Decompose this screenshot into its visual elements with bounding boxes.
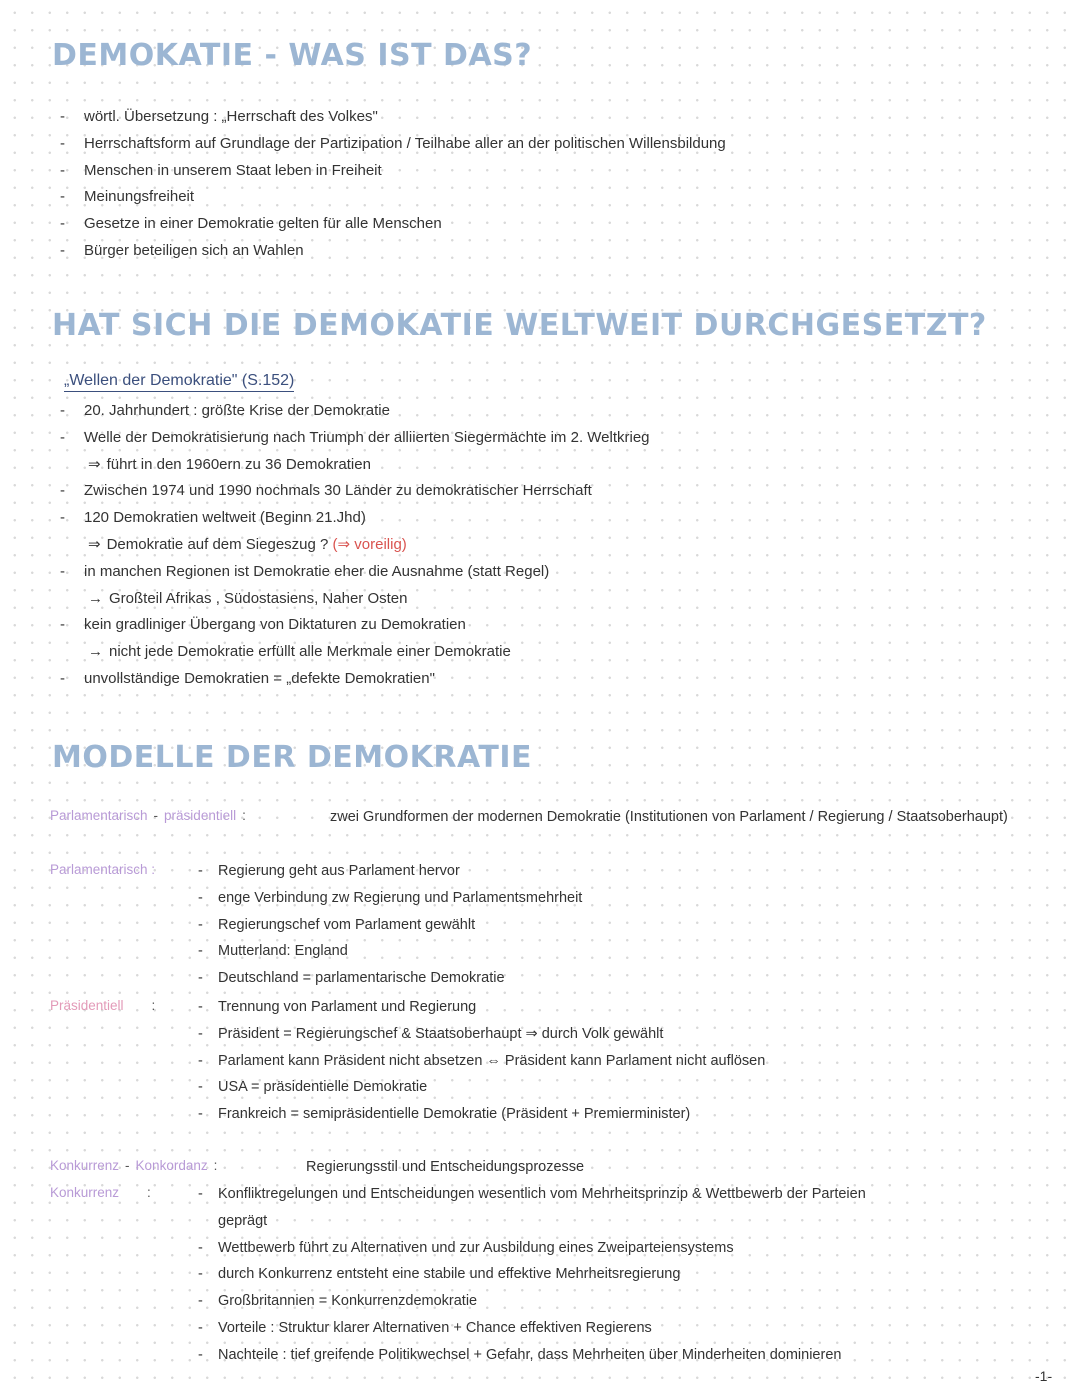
list-item: - Präsident = Regierungschef & Staatsoberhaupt ⇒ durch Volk gewählt <box>196 1021 765 1048</box>
list-item: - Deutschland = parlamentarische Demokratie <box>196 965 582 992</box>
label-konkurrenz-konkordanz: Konkurrenz - Konkordanz : <box>50 1158 218 1173</box>
list-item: - Vorteile : Struktur klarer Alternativen + Chance effektiven Regierens <box>196 1315 866 1342</box>
arrow-icon: ⇒ <box>88 535 101 553</box>
list-item: - 120 Demokratien weltweit (Beginn 21.Jhd) <box>56 505 650 532</box>
arrow-icon: → <box>88 589 103 607</box>
list-item: - Meinungsfreiheit <box>56 184 726 211</box>
heading-was-ist-demokratie: DEMOKATIE - WAS IST DAS? <box>52 38 533 73</box>
konkurrenz-list <box>196 1181 866 1369</box>
heading-modelle-der-demokratie: MODELLE DER DEMOKRATIE <box>52 740 532 775</box>
praesidentiell-list <box>196 994 765 1128</box>
list-item: - Gesetze in einer Demokratie gelten für alle Menschen <box>56 211 726 238</box>
list-item: - USA = präsidentielle Demokratie <box>196 1074 765 1101</box>
list-item: - Herrschaftsform auf Grundlage der Partizipation / Teilhabe aller an der politischen Willensbildung <box>56 131 726 158</box>
label-parlamentarisch: Parlamentarisch : <box>50 862 156 877</box>
list-item: - Regierungschef vom Parlament gewählt <box>196 912 582 939</box>
label-konkurrenz: Konkurrenz : <box>50 1185 151 1200</box>
note-voreilig: (⇒ voreilig) <box>332 535 407 553</box>
list-item-sub: ⇒ Demokratie auf dem Siegeszug ? (⇒ voreilig) <box>88 535 407 553</box>
list-item: - enge Verbindung zw Regierung und Parlamentsmehrheit <box>196 885 582 912</box>
desc-regierungsstil: Regierungsstil und Entscheidungsprozesse <box>306 1159 585 1175</box>
list-item: - Menschen in unserem Staat leben in Freiheit <box>56 158 726 185</box>
list-item: - Nachteile : tief greifende Politikwechsel + Gefahr, dass Mehrheiten über Minderheiten dominieren <box>196 1342 866 1369</box>
list-item: - Konfliktregelungen und Entscheidungen wesentlich vom Mehrheitsprinzip & Wettbewerb der Parteien <box>196 1181 866 1208</box>
subheading-wellen-der-demokratie: „Wellen der Demokratie" (S.152) <box>64 372 294 392</box>
heading-weltweit-durchgesetzt: HAT SICH DIE DEMOKATIE WELTWEIT DURCHGESETZT? <box>52 308 987 343</box>
list-item-continuation: geprägt <box>218 1212 268 1229</box>
list-item-sub: ⇒ führt in den 1960ern zu 36 Demokratien <box>88 455 371 473</box>
list-item: - Wettbewerb führt zu Alternativen und zur Ausbildung eines Zweiparteiensystems <box>196 1235 866 1262</box>
list-item: - Zwischen 1974 und 1990 nochmals 30 Länder zu demokratischer Herrschaft <box>56 478 650 505</box>
list-item: - wörtl. Übersetzung : „Herrschaft des Volkes" <box>56 104 726 131</box>
arrow-icon: ⇒ <box>88 455 101 473</box>
list-item: - durch Konkurrenz entsteht eine stabile und effektive Mehrheitsregierung <box>196 1261 866 1288</box>
wellen-list <box>56 398 650 693</box>
list-item-sub: → Großteil Afrikas , Südostasiens, Naher Osten <box>88 589 408 607</box>
list-item: - Frankreich = semipräsidentielle Demokratie (Präsident + Premierminister) <box>196 1101 765 1128</box>
list-item: - Parlament kann Präsident nicht absetzen ⇔ Präsident kann Parlament nicht auflösen <box>196 1048 765 1075</box>
list-item: - in manchen Regionen ist Demokratie eher die Ausnahme (statt Regel) <box>56 559 650 586</box>
page-number: -1- <box>1035 1368 1053 1384</box>
desc-grundformen: zwei Grundformen der modernen Demokratie (Institutionen von Parlament / Regierung / Staatsoberhaupt) <box>330 809 1008 825</box>
list-item-sub: → nicht jede Demokratie erfüllt alle Merkmale einer Demokratie <box>88 643 511 661</box>
list-item: - Großbritannien = Konkurrenzdemokratie <box>196 1288 866 1315</box>
list-item: - Bürger beteiligen sich an Wahlen <box>56 238 726 265</box>
list-item: - Mutterland: England <box>196 938 582 965</box>
list-item: - unvollständige Demokratien = „defekte Demokratien" <box>56 666 650 693</box>
list-item: - Trennung von Parlament und Regierung <box>196 994 765 1021</box>
parlamentarisch-list <box>196 858 582 992</box>
list-item: - kein gradliniger Übergang von Diktaturen zu Demokratien <box>56 612 650 639</box>
label-parlamentarisch-praesidentiell: Parlamentarisch - präsidentiell : <box>50 808 246 823</box>
list-item: - Regierung geht aus Parlament hervor <box>196 858 582 885</box>
arrow-icon: → <box>88 643 103 661</box>
list-item: - 20. Jahrhundert : größte Krise der Demokratie <box>56 398 650 425</box>
list-item: - Welle der Demokratisierung nach Triumph der alliierten Siegermächte im 2. Weltkrieg <box>56 425 650 452</box>
label-praesidentiell: Präsidentiell : <box>50 998 156 1013</box>
definition-list <box>56 104 726 265</box>
